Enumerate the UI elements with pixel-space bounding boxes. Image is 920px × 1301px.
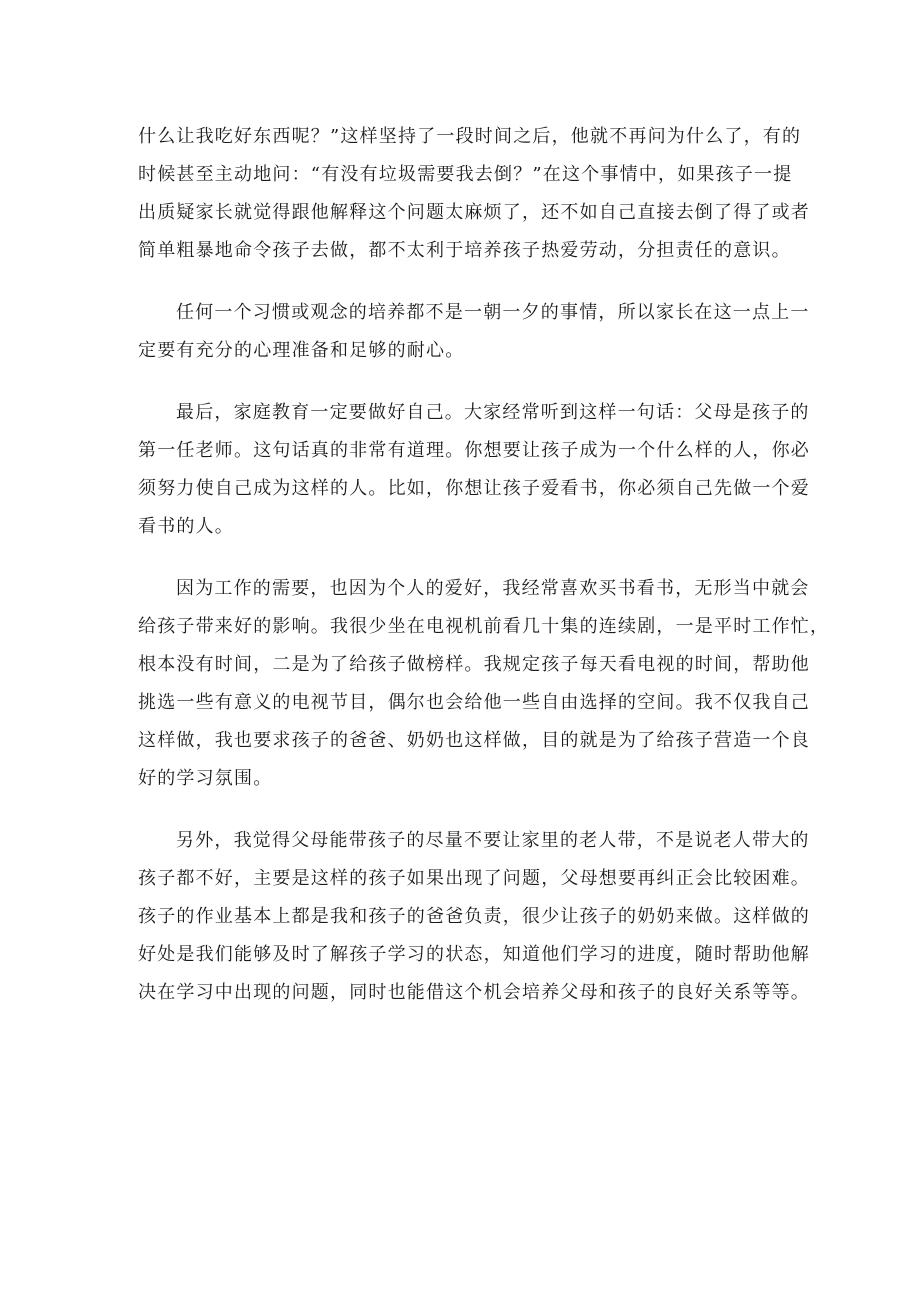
paragraph-line: 简单粗暴地命令孩子去做，都不太利于培养孩子热爱劳动，分担责任的意识。: [138, 240, 791, 261]
paragraph-line: 定要有充分的心理准备和足够的耐心。: [138, 340, 465, 361]
paragraph-line: 决在学习中出现的问题，同时也能借这个机会培养父母和孩子的良好关系等等。: [138, 982, 810, 1003]
paragraph-line: 任何一个习惯或观念的培养都不是一朝一夕的事情，所以家长在这一点上一: [176, 302, 810, 323]
paragraph-line: 好处是我们能够及时了解孩子学习的状态，知道他们学习的进度，随时帮助他解: [138, 944, 810, 965]
paragraph-3: [138, 394, 810, 546]
paragraph-2: [138, 294, 810, 370]
paragraph-line: 根本没有时间，二是为了给孩子做榜样。我规定孩子每天看电视的时间，帮助他: [138, 654, 810, 675]
paragraph-line: 因为工作的需要，也因为个人的爱好，我经常喜欢买书看书，无形当中就会: [176, 578, 810, 599]
paragraph-line: 第一任老师。这句话真的非常有道理。你想要让孩子成为一个什么样的人，你必: [138, 440, 810, 461]
paragraph-line: 孩子都不好，主要是这样的孩子如果出现了问题，父母想要再纠正会比较困难。: [138, 868, 810, 889]
paragraph-line: 出质疑家长就觉得跟他解释这个问题太麻烦了，还不如自己直接去倒了得了或者: [138, 202, 810, 223]
paragraph-line: 时候甚至主动地问：“有没有垃圾需要我去倒？”在这个事情中，如果孩子一提: [138, 164, 793, 185]
paragraph-line: 看书的人。: [138, 516, 234, 537]
paragraph-line: 挑选一些有意义的电视节目，偶尔也会给他一些自由选择的空间。我不仅我自己: [138, 692, 810, 713]
paragraph-line: 好的学习氛围。: [138, 768, 273, 789]
paragraph-line: 这样做，我也要求孩子的爸爸、奶奶也这样做，目的就是为了给孩子营造一个良: [138, 730, 810, 751]
paragraph-5: [138, 822, 810, 1012]
paragraph-line: 孩子的作业基本上都是我和孩子的爸爸负责，很少让孩子的奶奶来做。这样做的: [138, 906, 810, 927]
paragraph-line: 最后，家庭教育一定要做好自己。大家经常听到这样一句话：父母是孩子的: [176, 402, 810, 423]
paragraph-4: [138, 570, 830, 798]
paragraph-1: [138, 118, 810, 270]
paragraph-line: 须努力使自己成为这样的人。比如，你想让孩子爱看书，你必须自己先做一个爱: [138, 478, 810, 499]
paragraph-line: 另外，我觉得父母能带孩子的尽量不要让家里的老人带，不是说老人带大的: [176, 830, 810, 851]
paragraph-line: 给孩子带来好的影响。我很少坐在电视机前看几十集的连续剧，一是平时工作忙，: [138, 616, 830, 637]
paragraph-line: 什么让我吃好东西呢？”这样坚持了一段时间之后，他就不再问为什么了，有的: [138, 126, 802, 147]
